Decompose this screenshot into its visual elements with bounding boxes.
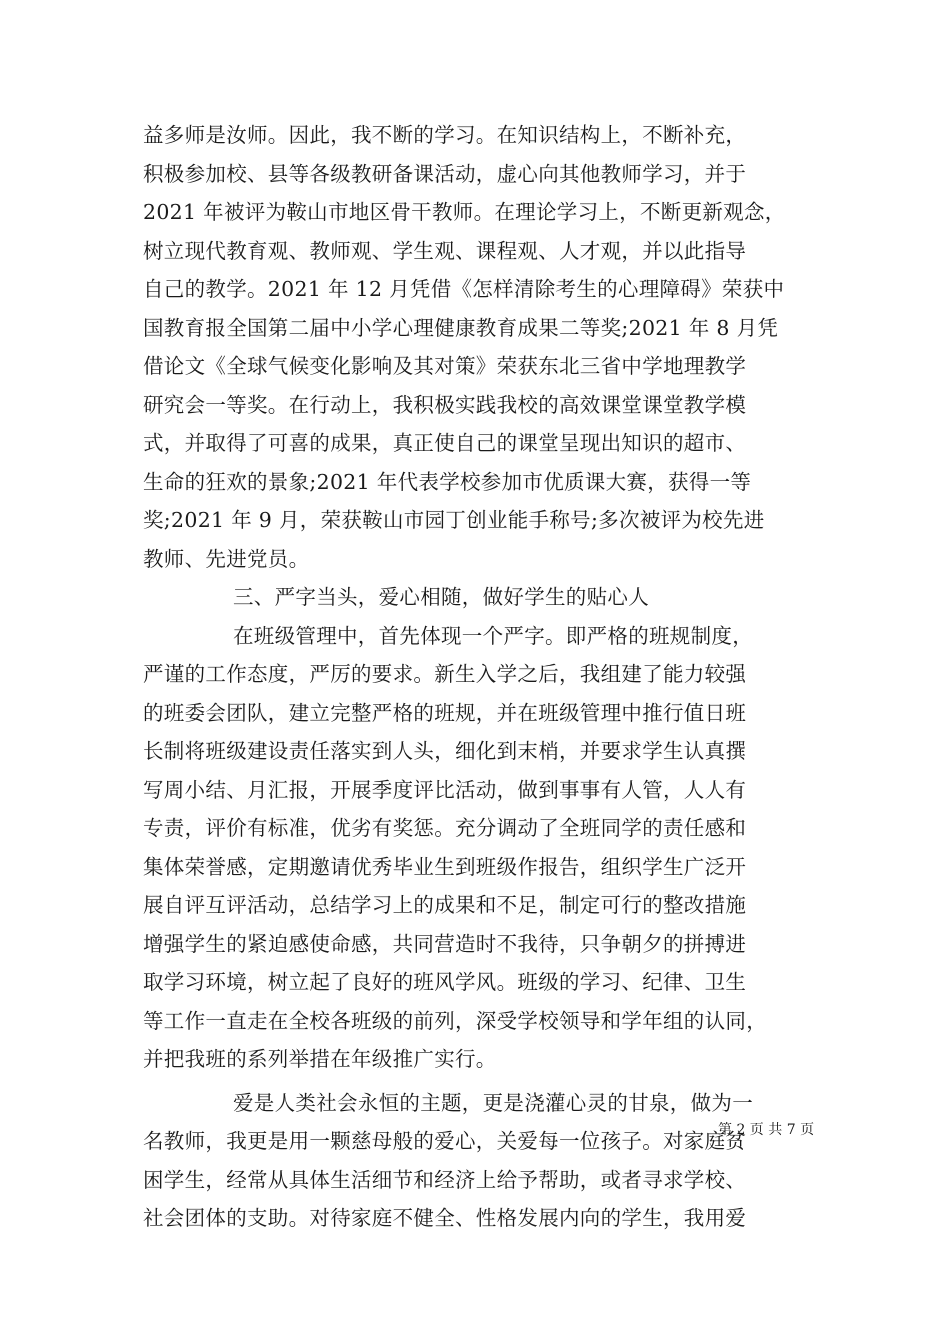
paragraph-line: 式，并取得了可喜的成果，真正使自己的课堂呈现出知识的超市、	[143, 431, 747, 455]
paragraph-line: 研究会一等奖。在行动上，我积极实践我校的高效课堂课堂教学模	[143, 392, 747, 417]
paragraph-line: 写周小结、月汇报，开展季度评比活动，做到事事有人管，人人有	[143, 777, 747, 802]
paragraph-line: 增强学生的紧迫感使命感，共同营造时不我待，只争朝夕的拼搏进	[143, 931, 747, 956]
paragraph-line: 树立现代教育观、教师观、学生观、课程观、人才观，并以此指导	[143, 238, 747, 263]
paragraph-line: 借论文《全球气候变化影响及其对策》荣获东北三省中学地理教学	[143, 354, 747, 378]
paragraph-line: 积极参加校、县等各级教研备课活动，虚心向其他教师学习，并于	[143, 161, 747, 186]
paragraph-line: 教师、先进党员。	[143, 546, 310, 571]
paragraph-line: 取学习环境，树立起了良好的班风学风。班级的学习、纪律、卫生	[143, 970, 747, 994]
paragraph-line: 奖;2021 年 9 月，荣获鞍山市园丁创业能手称号;多次被评为校先进	[143, 508, 765, 532]
paragraph-line: 自己的教学。2021 年 12 月凭借《怎样清除考生的心理障碍》荣获中	[143, 277, 785, 301]
paragraph-line: 名教师，我更是用一颗慈母般的爱心，关爱每一位孩子。对家庭贫	[143, 1129, 747, 1153]
paragraph-line: 爱是人类社会永恒的主题，更是浇灌心灵的甘泉，做为一	[233, 1090, 753, 1115]
paragraph-line: 生命的狂欢的景象;2021 年代表学校参加市优质课大赛，获得一等	[143, 469, 752, 494]
paragraph-line: 长制将班级建设责任落实到人头，细化到末梢，并要求学生认真撰	[143, 739, 747, 763]
section-heading: 三、严字当头，爱心相随，做好学生的贴心人	[233, 585, 649, 609]
paragraph-line: 等工作一直走在全校各班级的前列，深受学校领导和学年组的认同，	[143, 1008, 767, 1033]
paragraph-line: 专责，评价有标准，优劣有奖惩。充分调动了全班同学的责任感和	[143, 816, 747, 840]
paragraph-line: 2021 年被评为鞍山市地区骨干教师。在理论学习上，不断更新观念，	[143, 200, 786, 224]
paragraph-line: 展自评互评活动，总结学习上的成果和不足，制定可行的整改措施	[143, 893, 747, 917]
paragraph-line: 困学生，经常从具体生活细节和经济上给予帮助，或者寻求学校、	[143, 1167, 747, 1192]
paragraph-line: 益多师是汝师。因此，我不断的学习。在知识结构上，不断补充，	[143, 123, 747, 147]
document-body	[143, 116, 813, 1238]
paragraph-line: 的班委会团队，建立完整严格的班规，并在班级管理中推行值日班	[143, 700, 747, 725]
paragraph-line: 并把我班的系列举措在年级推广实行。	[143, 1047, 497, 1071]
paragraph-line: 社会团体的支助。对待家庭不健全、性格发展内向的学生，我用爱	[143, 1206, 747, 1230]
page-number-footer: 第 2 页 共 7 页	[718, 1122, 815, 1138]
paragraph-line: 集体荣誉感，定期邀请优秀毕业生到班级作报告，组织学生广泛开	[143, 854, 747, 879]
paragraph-line: 国教育报全国第二届中小学心理健康教育成果二等奖;2021 年 8 月凭	[143, 315, 779, 340]
paragraph-line: 在班级管理中，首先体现一个严字。即严格的班规制度，	[233, 623, 753, 648]
paragraph-line: 严谨的工作态度，严厉的要求。新生入学之后，我组建了能力较强	[143, 662, 747, 686]
